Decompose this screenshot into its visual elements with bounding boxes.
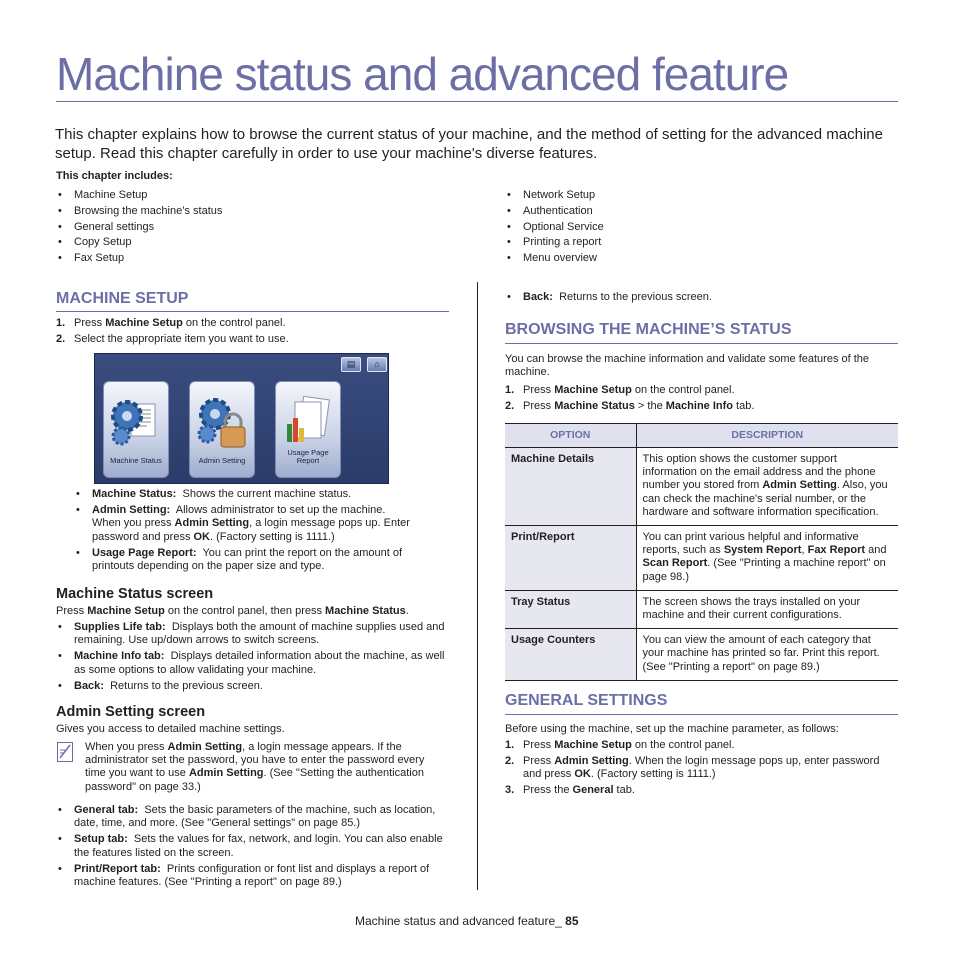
list-item: • Usage Page Report: You can print the report on the amount of printouts depending on the paper size and type.: [74, 547, 439, 573]
control-panel-screen: [94, 353, 389, 484]
gear-document-icon: [107, 394, 165, 454]
list-item: • Copy Setup: [56, 235, 222, 251]
browsing-steps: [505, 383, 898, 415]
title-divider: [56, 101, 898, 102]
general-settings-intro: Before using the machine, set up the machine parameter, as follows:: [505, 723, 839, 735]
step-item: 1. Press Machine Setup on the control panel.: [505, 739, 735, 751]
column-header: DESCRIPTION: [636, 424, 898, 448]
includes-label: This chapter includes:: [56, 170, 173, 182]
browsing-intro: You can browse the machine information and validate some features of the machine.: [505, 353, 870, 379]
folder-icon[interactable]: ▤: [341, 357, 361, 372]
description-cell: This option shows the customer support information on the email address and the phone number you stored from Admin Setting. Also, you can check the machine's serial number, or the hardware and software information specification.: [636, 448, 898, 526]
list-item: • General tab: Sets the basic parameters of the machine, such as location, date, time, and more. (See "General settings" on page 85.): [56, 804, 449, 830]
step-item: 2. Press Machine Status > the Machine Info tab.: [505, 399, 755, 412]
admin-setting-screen-heading: Admin Setting screen: [56, 704, 206, 720]
note-icon: [57, 742, 73, 762]
step-item: 1. Press Machine Setup on the control panel.: [505, 384, 735, 396]
step-item: 1. Press Machine Setup on the control panel.: [56, 317, 286, 329]
machine-setup-bullets: [74, 488, 439, 576]
option-cell: Tray Status: [505, 590, 636, 628]
section-rule: [505, 343, 898, 344]
gear-lock-icon: [193, 394, 251, 454]
machine-status-screen-heading: Machine Status screen: [56, 586, 214, 602]
list-item: • Network Setup: [505, 188, 604, 204]
list-item: • Machine Status: Shows the current machine status.: [74, 488, 439, 501]
list-item: • Admin Setting: Allows administrator to set up the machine. When you press Admin Setting, a login message pops up. Enter password and press OK. (Factory setting is 1111.): [74, 504, 439, 544]
machine-status-bullets: [56, 621, 449, 696]
machine-info-table: [505, 423, 898, 681]
list-item: • Supplies Life tab: Displays both the amount of machine supplies used and remaining. Use up/down arrows to switch screens.: [56, 621, 449, 647]
tile-label: Machine Status: [110, 456, 162, 465]
list-item: • Optional Service: [505, 220, 604, 236]
description-cell: You can view the amount of each category that your machine has printed so far. Print this report. (See "Printing a report" on page 89.): [636, 629, 898, 681]
page-footer: Machine status and advanced feature_ 85: [355, 914, 579, 928]
includes-list-right: [505, 188, 604, 267]
list-item: • Machine Setup: [56, 188, 222, 204]
option-cell: Machine Details: [505, 448, 636, 526]
table-row: [505, 448, 898, 526]
home-icon[interactable]: ⌂: [367, 357, 387, 372]
list-item: • Browsing the machine’s status: [56, 204, 222, 220]
column-divider: [477, 282, 478, 890]
page-title: Machine status and advanced feature: [56, 48, 789, 100]
list-item: • Machine Info tab: Displays detailed information about the machine, as well as some options to allow validating your machine.: [56, 650, 449, 676]
list-item: • Print/Report tab: Prints configuration or font list and displays a report of machine features. (See "Printing a report" on page 89.): [56, 863, 449, 889]
general-settings-steps: [505, 739, 898, 797]
admin-back-bullet: [505, 291, 898, 307]
section-rule: [56, 311, 449, 312]
report-chart-icon: [279, 394, 337, 454]
machine-status-tile[interactable]: [103, 381, 169, 478]
option-cell: Usage Counters: [505, 629, 636, 681]
list-item: • Setup tab: Sets the values for fax, network, and login. You can also enable the features listed on the screen.: [56, 833, 449, 859]
admin-note-text: When you press Admin Setting, a login message appears. If the administrator set the password, you have to enter the password every time you want to use Admin Setting. (See "Setting the authentication password" on page 33.): [85, 741, 425, 793]
machine-status-intro: Press Machine Setup on the control panel, then press Machine Status.: [56, 605, 409, 617]
tile-label: Usage Page Report: [287, 448, 329, 465]
step-item: 2. Press Admin Setting. When the login message pops up, enter password and press OK. (Factory setting is 1111.): [505, 754, 880, 780]
browsing-heading: BROWSING THE MACHINE’S STATUS: [505, 321, 792, 338]
list-item: • Fax Setup: [56, 251, 222, 267]
chapter-intro: This chapter explains how to browse the current status of your machine, and the method of setting for the advanced machine setup. Read this chapter carefully in order to use your machine's diverse features.: [55, 126, 883, 162]
column-header: OPTION: [505, 424, 636, 448]
tile-label: Admin Setting: [198, 456, 246, 465]
list-item: • Back: Returns to the previous screen.: [505, 291, 898, 304]
admin-setting-bullets: [56, 804, 449, 892]
machine-setup-heading: MACHINE SETUP: [56, 290, 189, 307]
list-item: • Printing a report: [505, 235, 604, 251]
step-item: 3. Press the General tab.: [505, 783, 635, 796]
section-rule: [505, 714, 898, 715]
admin-setting-intro: Gives you access to detailed machine settings.: [56, 723, 285, 735]
usage-page-report-tile[interactable]: [275, 381, 341, 478]
table-header-row: [505, 424, 898, 448]
description-cell: You can print various helpful and informative reports, such as System Report, Fax Report and Scan Report. (See "Printing a machine report" on page 98.): [636, 526, 898, 591]
table-row: [505, 526, 898, 591]
list-item: • Menu overview: [505, 251, 604, 267]
page-number: 85: [565, 914, 579, 928]
step-item: 2. Select the appropriate item you want to use.: [56, 332, 289, 345]
table-row: [505, 629, 898, 681]
machine-setup-steps: [56, 316, 449, 348]
description-cell: The screen shows the trays installed on your machine and their current configurations.: [636, 590, 898, 628]
admin-setting-tile[interactable]: [189, 381, 255, 478]
includes-list-left: [56, 188, 222, 267]
list-item: • Back: Returns to the previous screen.: [56, 680, 449, 693]
list-item: • General settings: [56, 220, 222, 236]
table-row: [505, 590, 898, 628]
general-settings-heading: GENERAL SETTINGS: [505, 692, 668, 709]
option-cell: Print/Report: [505, 526, 636, 591]
list-item: • Authentication: [505, 204, 604, 220]
